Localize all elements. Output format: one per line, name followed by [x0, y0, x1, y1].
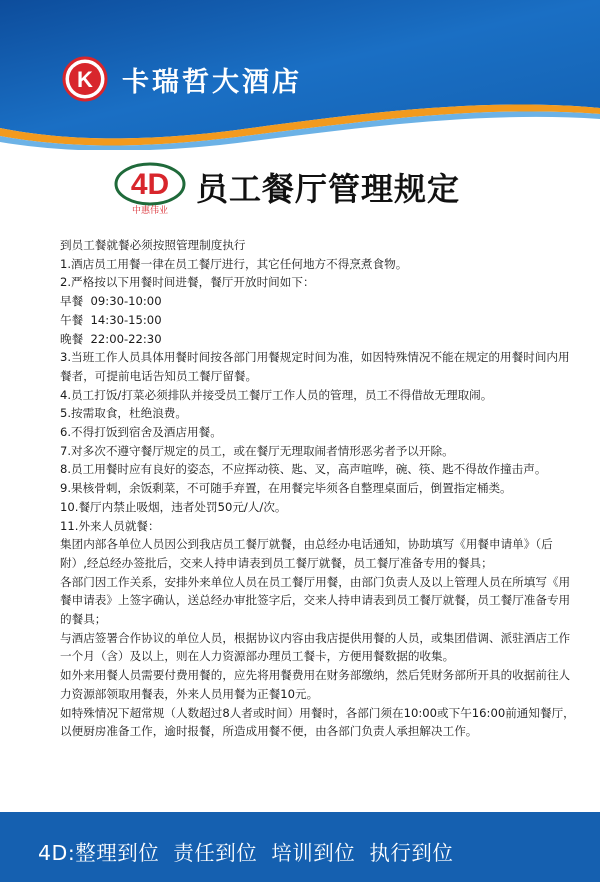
logo-letter: K — [77, 67, 93, 92]
meal-time: 午餐 14:30-15:00 — [60, 312, 162, 327]
rule-line: 10.餐厅内禁止吸烟，违者处罚50元/人/次。 — [60, 499, 287, 514]
hotel-name: 卡瑞哲大酒店 — [122, 67, 302, 98]
rule-line: 3.当班工作人员具体用餐时间按各部门用餐规定时间为准，如因特殊情况不能在规定的用餐时间内用餐者，可提前电话告知员工餐厅留餐。 — [60, 350, 570, 383]
4d-logo-text: 4D — [130, 168, 170, 201]
rule-line: 2.严格按以下用餐时间进餐，餐厅开放时间如下： — [60, 275, 315, 290]
rule-paragraph: 如外来用餐人员需要付费用餐的，应先将用餐费用在财务部缴纳，然后凭财务部所开具的收据前往人力资源部领取用餐表，外来人员用餐为正餐10元。 — [60, 668, 571, 701]
rule-line: 11.外来人员就餐： — [60, 518, 160, 533]
rule-paragraph: 集团内部各单位人员因公到我店员工餐厅就餐，由总经办电话通知，协助填写《用餐申请单》（后附）,经总经办签批后，交来人持申请表到员工餐厅就餐，员工餐厅准备专用的餐具； — [60, 537, 553, 570]
4d-logo-subtext: 中惠伟业 — [131, 206, 169, 216]
hotel-logo — [62, 56, 108, 102]
rule-line: 9.果核骨刺，余饭剩菜，不可随手弃置，在用餐完毕须各自整理桌面后，倒置指定桶类。 — [60, 481, 512, 496]
4d-logo — [110, 160, 190, 216]
footer-banner — [0, 812, 600, 882]
rule-line: 4.员工打饭/打菜必须排队并接受员工餐厅工作人员的管理，员工不得借故无理取闹。 — [60, 387, 493, 402]
header-banner — [0, 0, 600, 150]
meal-time: 早餐 09:30-10:00 — [60, 294, 162, 309]
footer-slogan: 4D:整理到位 责任到位 培训到位 执行到位 — [38, 841, 454, 865]
title-section — [0, 158, 600, 218]
rule-line: 8.员工用餐时应有良好的姿态，不应挥动筷、匙、叉，高声喧哗，碗、筷、匙不得故作撞击声。 — [60, 462, 547, 477]
rule-paragraph: 如特殊情况下超常规（人数超过8人者或时间）用餐时，各部门须在10:00或下午16:00前通知餐厅，以便厨房准备工作，逾时报餐，所造成用餐不便，由各部门负责人承担解决工作。 — [60, 705, 575, 739]
rule-line: 6.不得打饭到宿舍及酒店用餐。 — [60, 425, 222, 440]
rule-line: 5.按需取食，杜绝浪费。 — [60, 406, 187, 421]
rule-line: 7.对多次不遵守餐厅规定的员工，或在餐厅无理取闹者情形恶劣者予以开除。 — [60, 443, 454, 458]
rule-paragraph: 与酒店签署合作协议的单位人员，根据协议内容由我店提供用餐的人员，或集团借调、派驻酒店工作一个月（含）及以上，则在人力资源部办理员工餐卡，方便用餐数据的收集。 — [60, 630, 571, 664]
meal-time: 晚餐 22:00-22:30 — [60, 331, 162, 346]
page-title: 员工餐厅管理规定 — [196, 170, 461, 208]
rule-line: 1.酒店员工用餐一律在员工餐厅进行，其它任何地方不得烹煮食物。 — [60, 256, 408, 271]
regulations-body — [60, 236, 578, 741]
rule-line: 到员工餐就餐必须按照管理制度执行 — [60, 238, 246, 252]
rule-paragraph: 各部门因工作关系，安排外来单位人员在员工餐厅用餐，由部门负责人及以上管理人员在所填写《用餐申请表》上签字确认，送总经办审批签字后，交来人持申请表到员工餐厅就餐，员工餐厅准备专用的餐具； — [60, 574, 571, 627]
